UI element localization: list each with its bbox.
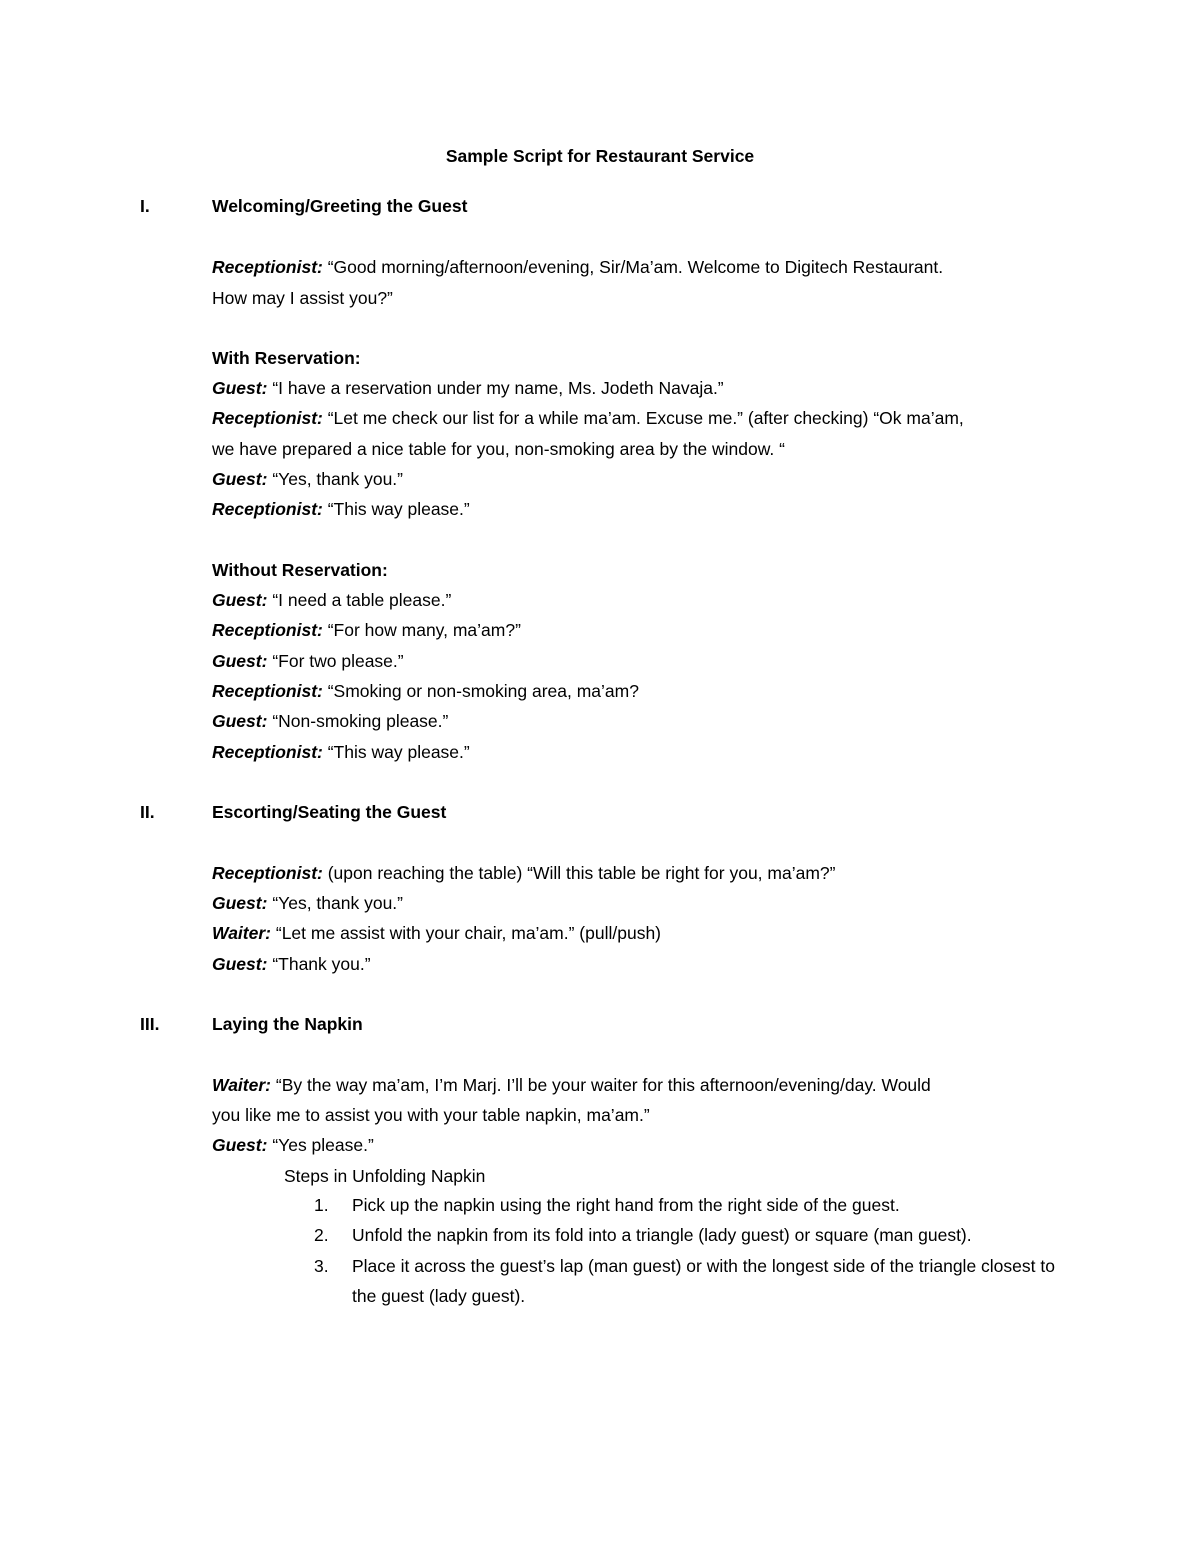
script-line bbox=[212, 708, 1100, 734]
speaker-label: Guest: bbox=[212, 954, 268, 974]
dialogue-text: you like me to assist you with your table napkin, ma’am.” bbox=[212, 1105, 650, 1125]
dialogue-text: “Yes, thank you.” bbox=[272, 469, 403, 489]
section-heading-2 bbox=[140, 799, 1100, 825]
dialogue-text: “Let me assist with your chair, ma’am.” (pull/push) bbox=[275, 923, 662, 943]
speaker-label: Waiter: bbox=[212, 923, 271, 943]
subheading-with-reservation: With Reservation: bbox=[212, 348, 361, 368]
script-line bbox=[212, 285, 1100, 311]
section-title: Welcoming/Greeting the Guest bbox=[212, 196, 468, 216]
dialogue-text: “By the way ma’am, I’m Marj. I’ll be your waiter for this afternoon/evening/day. Would bbox=[275, 1075, 931, 1095]
dialogue-text: “Good morning/afternoon/evening, Sir/Ma’am. Welcome to Digitech Restaurant. bbox=[327, 257, 944, 277]
script-line bbox=[212, 951, 1100, 977]
speaker-label: Guest: bbox=[212, 590, 268, 610]
section-number: I. bbox=[140, 196, 150, 216]
section-number: II. bbox=[140, 802, 155, 822]
script-line bbox=[212, 617, 1100, 643]
speaker-label: Receptionist: bbox=[212, 408, 323, 428]
script-line bbox=[212, 436, 1100, 462]
step-number: 1. bbox=[314, 1195, 329, 1215]
speaker-label: Guest: bbox=[212, 651, 268, 671]
script-line bbox=[212, 1102, 1100, 1128]
script-line bbox=[212, 920, 1100, 946]
subheading-without-reservation: Without Reservation: bbox=[212, 560, 388, 580]
speaker-label: Receptionist: bbox=[212, 681, 323, 701]
dialogue-text: “Smoking or non-smoking area, ma’am? bbox=[327, 681, 639, 701]
script-line bbox=[212, 1132, 1100, 1158]
speaker-label: Guest: bbox=[212, 469, 268, 489]
step-text: Unfold the napkin from its fold into a triangle (lady guest) or square (man guest). bbox=[352, 1225, 972, 1245]
speaker-label: Receptionist: bbox=[212, 742, 323, 762]
script-line bbox=[212, 405, 1100, 431]
step-text: Pick up the napkin using the right hand from the right side of the guest. bbox=[352, 1195, 900, 1215]
section-title: Laying the Napkin bbox=[212, 1014, 363, 1034]
speaker-label: Receptionist: bbox=[212, 620, 323, 640]
dialogue-text: “Thank you.” bbox=[272, 954, 371, 974]
dialogue-text: “Yes please.” bbox=[272, 1135, 374, 1155]
dialogue-text: “This way please.” bbox=[327, 742, 470, 762]
script-line bbox=[212, 860, 1100, 886]
script-line bbox=[212, 678, 1100, 704]
dialogue-text: we have prepared a nice table for you, non-smoking area by the window. “ bbox=[212, 439, 785, 459]
section-heading-3 bbox=[140, 1011, 1100, 1037]
dialogue-text: (upon reaching the table) “Will this table be right for you, ma’am?” bbox=[327, 863, 836, 883]
script-line bbox=[212, 496, 1100, 522]
script-line bbox=[212, 1072, 1100, 1098]
step-number: 3. bbox=[314, 1256, 329, 1276]
document-title: Sample Script for Restaurant Service bbox=[445, 146, 755, 166]
dialogue-text: “This way please.” bbox=[327, 499, 470, 519]
speaker-label: Guest: bbox=[212, 711, 268, 731]
section-title: Escorting/Seating the Guest bbox=[212, 802, 447, 822]
script-line bbox=[212, 587, 1100, 613]
dialogue-text: “Let me check our list for a while ma’am. Excuse me.” (after checking) “Ok ma’am, bbox=[327, 408, 964, 428]
steps-title: Steps in Unfolding Napkin bbox=[284, 1166, 486, 1186]
speaker-label: Waiter: bbox=[212, 1075, 271, 1095]
dialogue-text: “Non-smoking please.” bbox=[272, 711, 449, 731]
dialogue-text: “Yes, thank you.” bbox=[272, 893, 403, 913]
dialogue-text: “I need a table please.” bbox=[272, 590, 452, 610]
script-line bbox=[212, 890, 1100, 916]
script-line bbox=[212, 375, 1100, 401]
speaker-label: Receptionist: bbox=[212, 257, 323, 277]
section-heading-1 bbox=[140, 193, 1100, 219]
speaker-label: Guest: bbox=[212, 1135, 268, 1155]
speaker-label: Guest: bbox=[212, 893, 268, 913]
script-line bbox=[212, 254, 1100, 280]
script-line bbox=[212, 466, 1100, 492]
dialogue-text: “I have a reservation under my name, Ms. Jodeth Navaja.” bbox=[272, 378, 724, 398]
dialogue-text: “For how many, ma’am?” bbox=[327, 620, 521, 640]
script-line bbox=[212, 648, 1100, 674]
speaker-label: Receptionist: bbox=[212, 499, 323, 519]
section-number: III. bbox=[140, 1014, 160, 1034]
script-line bbox=[212, 739, 1100, 765]
step-text: Place it across the guest’s lap (man guest) or with the longest side of the triangle closest to the guest (lady guest). bbox=[352, 1256, 1055, 1306]
dialogue-text: How may I assist you?” bbox=[212, 288, 393, 308]
speaker-label: Receptionist: bbox=[212, 863, 323, 883]
step-number: 2. bbox=[314, 1225, 329, 1245]
speaker-label: Guest: bbox=[212, 378, 268, 398]
dialogue-text: “For two please.” bbox=[272, 651, 404, 671]
